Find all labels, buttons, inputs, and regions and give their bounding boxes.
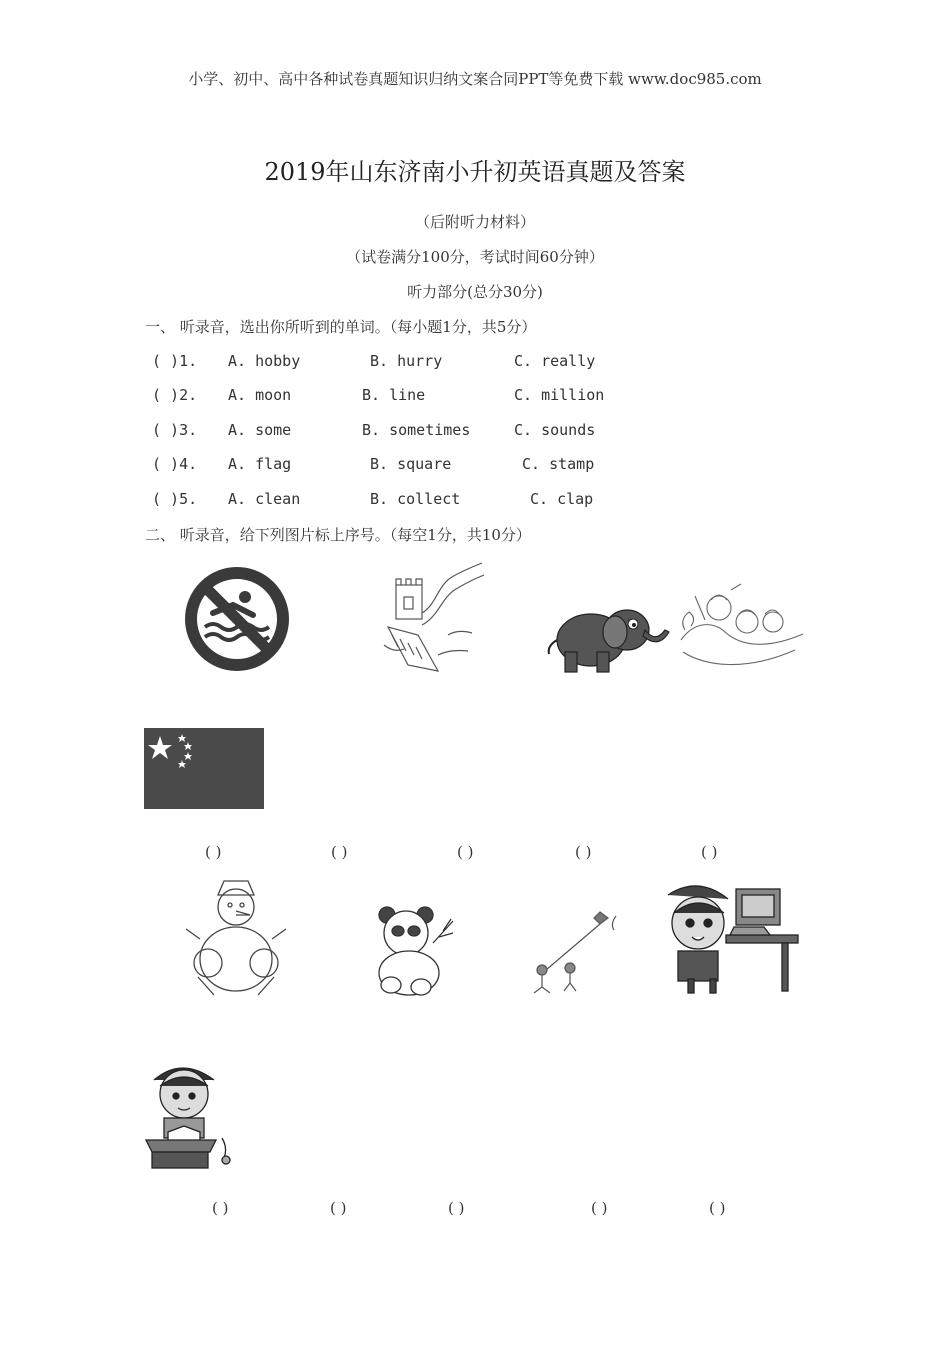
option-c: C. clap (530, 490, 594, 508)
elephant-icon (543, 596, 673, 678)
option-b: B. square (370, 455, 452, 473)
option-b: B. sometimes (362, 421, 471, 439)
panda-icon (373, 903, 459, 998)
girl-computer-icon (664, 883, 801, 995)
option-b: B. line (362, 386, 426, 404)
answer-bracket[interactable]: ( ) (331, 843, 348, 861)
option-a: A. flag (228, 455, 292, 473)
question-prefix: ( )1. (152, 352, 198, 370)
great-wall-icon (378, 555, 490, 677)
option-c: C. million (514, 386, 605, 404)
option-b: B. hurry (370, 352, 443, 370)
section2-heading: 二、 听录音，给下列图片标上序号。（每空1分，共10分） (145, 526, 531, 544)
subtitle-listening-part: 听力部分(总分30分) (407, 283, 543, 301)
subtitle-score-time: （试卷满分100分，考试时间60分钟） (346, 248, 604, 266)
option-a: A. clean (228, 490, 301, 508)
snowman-icon (180, 873, 290, 998)
no-swimming-icon (183, 565, 291, 673)
option-a: A. hobby (228, 352, 301, 370)
answer-bracket[interactable]: ( ) (591, 1199, 608, 1217)
section1-heading: 一、 听录音，选出你所听到的单词。（每小题1分，共5分） (145, 318, 537, 336)
boy-reading-icon (142, 1060, 237, 1175)
answer-bracket[interactable]: ( ) (709, 1199, 726, 1217)
dragon-boat-icon (675, 580, 810, 678)
subtitle-listening-material: （后附听力材料） (414, 213, 535, 231)
page-title: 2019年山东济南小升初英语真题及答案 (264, 158, 686, 186)
answer-bracket[interactable]: ( ) (448, 1199, 465, 1217)
china-flag-icon (144, 728, 264, 809)
option-b: B. collect (370, 490, 461, 508)
answer-bracket[interactable]: ( ) (701, 843, 718, 861)
answer-bracket[interactable]: ( ) (575, 843, 592, 861)
kite-flying-icon (520, 908, 620, 993)
option-a: A. some (228, 421, 292, 439)
question-prefix: ( )4. (152, 455, 198, 473)
answer-bracket[interactable]: ( ) (330, 1199, 347, 1217)
answer-bracket[interactable]: ( ) (212, 1199, 229, 1217)
option-c: C. really (514, 352, 596, 370)
option-a: A. moon (228, 386, 292, 404)
page-header: 小学、初中、高中各种试卷真题知识归纳文案合同PPT等免费下载 www.doc985.com (188, 70, 762, 88)
question-prefix: ( )2. (152, 386, 198, 404)
answer-bracket[interactable]: ( ) (205, 843, 222, 861)
question-prefix: ( )3. (152, 421, 198, 439)
option-c: C. sounds (514, 421, 596, 439)
option-c: C. stamp (522, 455, 595, 473)
answer-bracket[interactable]: ( ) (457, 843, 474, 861)
question-prefix: ( )5. (152, 490, 198, 508)
